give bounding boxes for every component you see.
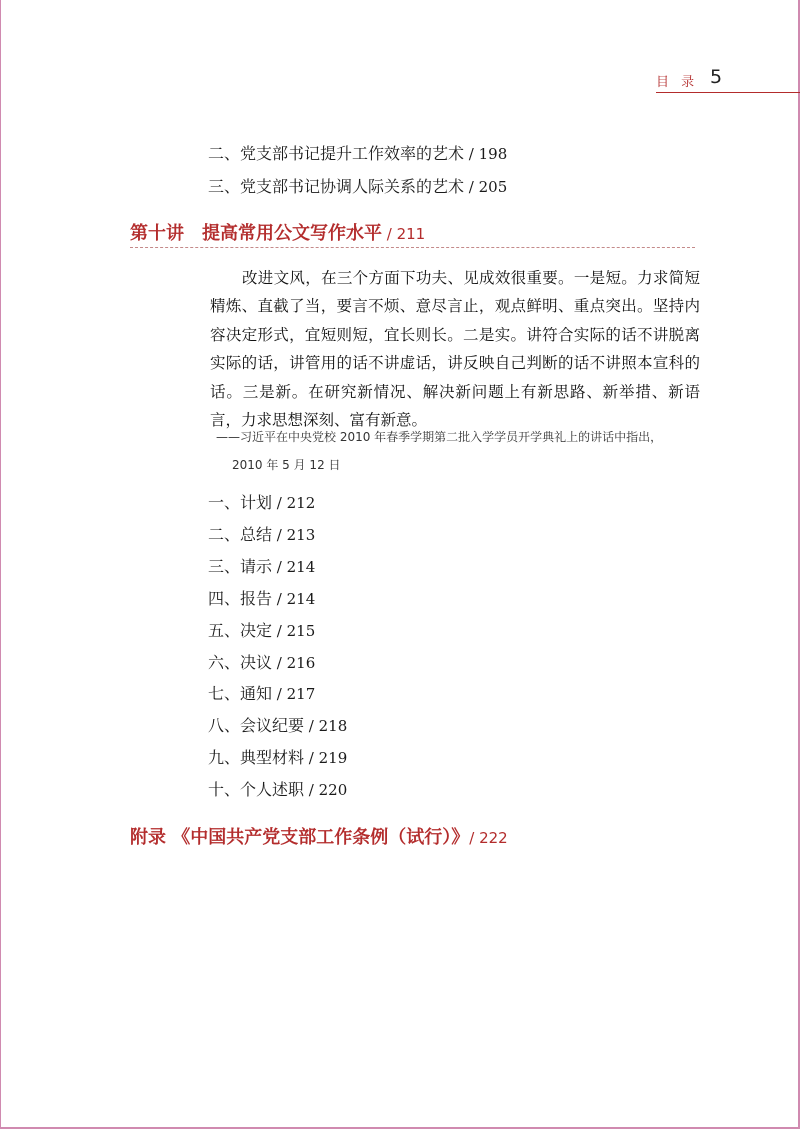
toc-entry-page: / 217 — [272, 685, 316, 703]
toc-entry-page: / 215 — [272, 622, 316, 640]
appendix-heading[interactable] — [130, 823, 508, 849]
toc-entry[interactable] — [208, 586, 315, 609]
toc-entry[interactable] — [208, 777, 347, 800]
quote-text: 改进文风，在三个方面下功夫、见成效很重要。一是短。力求简短精炼、直截了当，要言不烦、意尽言止，观点鲜明、重点突出。坚持内容决定形式，宜短则短，宜长则长。二是实。讲符合实际的话不讲脱离实际的话，讲管用的话不讲虚话，讲反映自己判断的话不讲照本宣科的话。三是新。在研究新情况、解决新问题上有新思路、新举措、新语言，力求思想深刻、富有新意。 — [210, 269, 700, 430]
toc-entry-label: 九、典型材料 — [208, 748, 305, 767]
toc-entry[interactable] — [208, 681, 315, 704]
chapter-heading[interactable] — [130, 219, 695, 248]
toc-entry[interactable] — [208, 618, 315, 641]
toc-entry[interactable] — [208, 174, 507, 197]
toc-entry-page: / 220 — [304, 781, 348, 799]
toc-entry[interactable] — [208, 650, 315, 673]
toc-entry-label: 三、请示 — [208, 557, 273, 576]
toc-entry-page: / 198 — [464, 145, 508, 163]
toc-entry[interactable] — [208, 745, 347, 768]
quote-attribution: ——习近平在中央党校 2010 年春季学期第二批入学学员开学典礼上的讲话中指出， — [216, 430, 663, 444]
toc-entry-page: / 212 — [272, 494, 316, 512]
toc-entry[interactable] — [208, 554, 315, 577]
epigraph-quote — [210, 264, 700, 434]
toc-entry-page: / 205 — [464, 178, 508, 196]
toc-entry-label: 三、党支部书记协调人际关系的艺术 — [208, 177, 465, 196]
header-title: 目 录 — [656, 75, 699, 90]
toc-entry-label: 一、计划 — [208, 493, 273, 512]
appendix-label: 附录 《中国共产党支部工作条例（试行）》 — [130, 827, 470, 848]
chapter-title — [130, 219, 425, 245]
toc-entry-label: 十、个人述职 — [208, 780, 305, 799]
chapter-page: / 211 — [382, 225, 426, 243]
toc-entry-page: / 216 — [272, 654, 316, 672]
toc-entry-page: / 219 — [304, 749, 348, 767]
toc-entry-label: 六、决议 — [208, 653, 273, 672]
page-border-left — [0, 0, 1, 1129]
toc-entry[interactable] — [208, 490, 315, 513]
toc-entry[interactable] — [208, 522, 315, 545]
toc-entry[interactable] — [208, 141, 507, 164]
toc-entry-label: 二、总结 — [208, 525, 273, 544]
header-page-number: 5 — [710, 66, 723, 88]
toc-entry-label: 二、党支部书记提升工作效率的艺术 — [208, 144, 465, 163]
running-header — [656, 68, 800, 93]
toc-entry-label: 八、会议纪要 — [208, 716, 305, 735]
toc-entry[interactable] — [208, 713, 347, 736]
toc-entry-page: / 218 — [304, 717, 348, 735]
toc-entry-label: 七、通知 — [208, 684, 273, 703]
chapter-label: 第十讲 提高常用公文写作水平 — [130, 223, 382, 244]
toc-entry-label: 五、决定 — [208, 621, 273, 640]
toc-entry-label: 四、报告 — [208, 589, 273, 608]
toc-entry-page: / 213 — [272, 526, 316, 544]
appendix-page: / 222 — [469, 829, 508, 847]
quote-date: 2010 年 5 月 12 日 — [232, 458, 341, 472]
toc-entry-page: / 214 — [272, 558, 316, 576]
toc-entry-page: / 214 — [272, 590, 316, 608]
